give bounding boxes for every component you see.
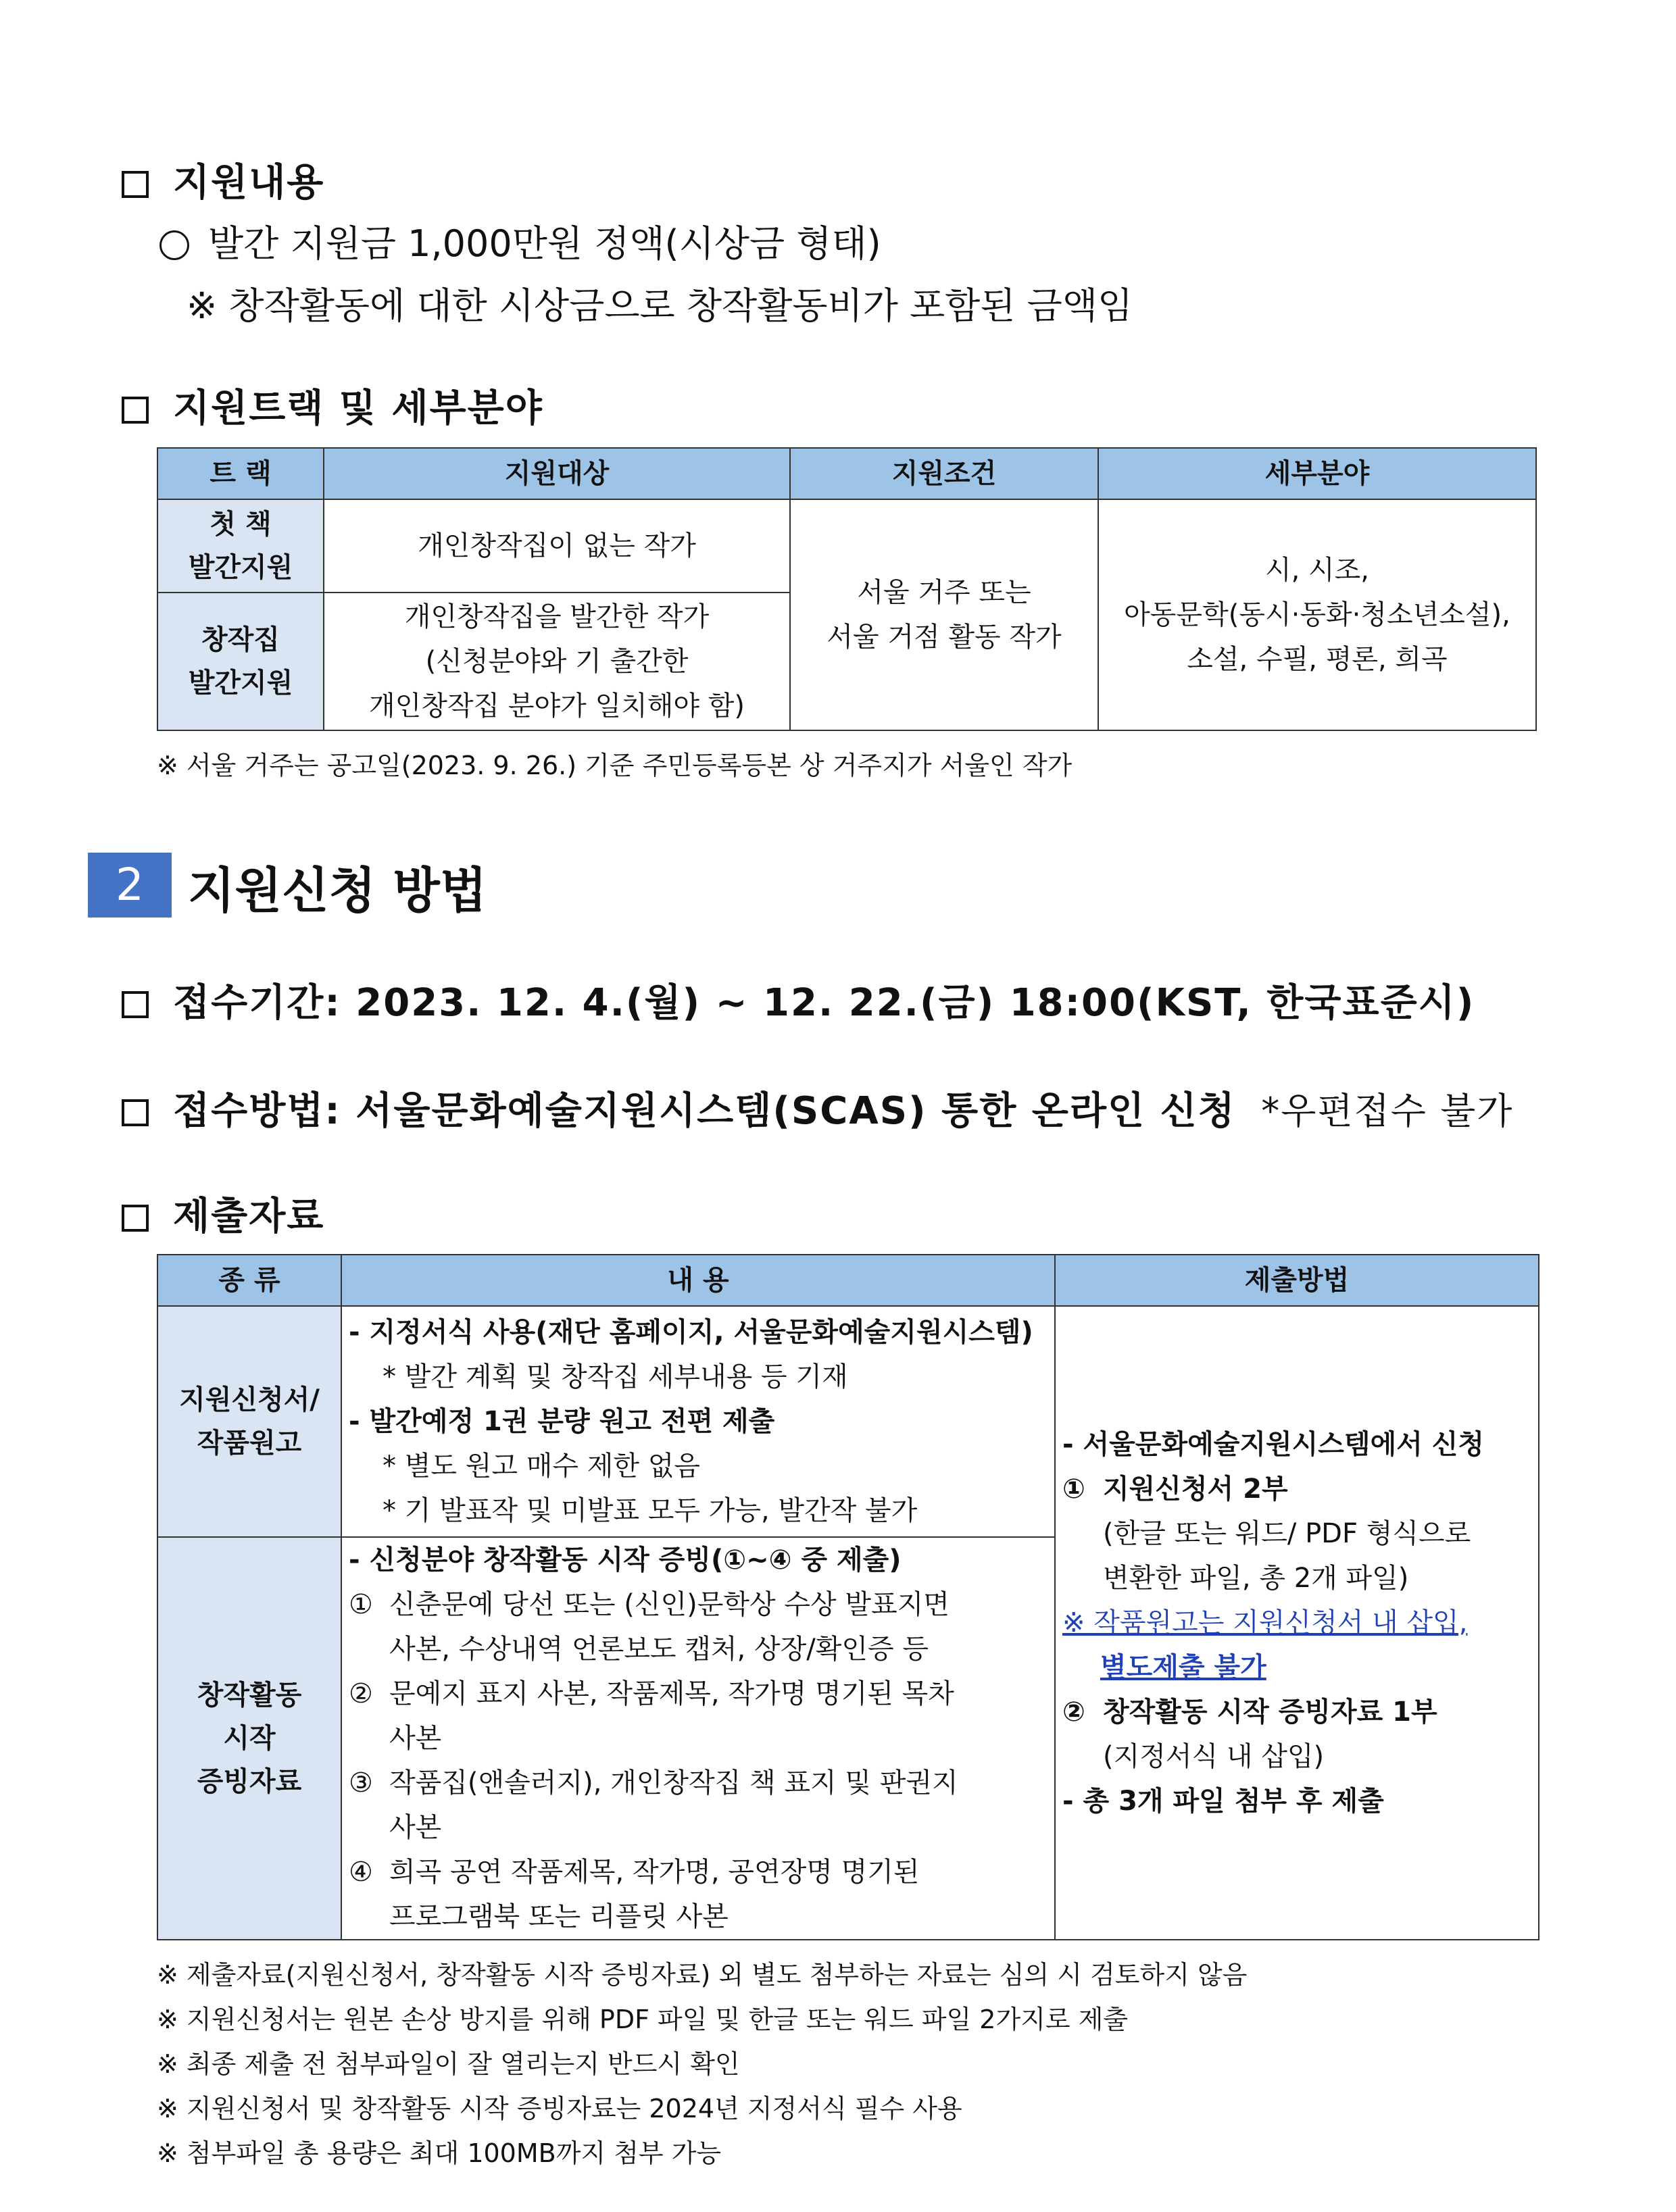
track-col-fields: 세부분야 bbox=[1098, 448, 1536, 499]
section-number-badge: 2 bbox=[88, 853, 172, 918]
track-fields: 시, 시조, 아동문학(동시·동화·청소년소설), 소설, 수필, 평론, 희곡 bbox=[1098, 499, 1536, 730]
docs-notes bbox=[157, 1953, 1247, 2176]
checkbox-square-icon bbox=[122, 1099, 149, 1126]
track-col-target: 지원대상 bbox=[324, 448, 790, 499]
checkbox-square-icon bbox=[122, 991, 149, 1018]
track-col-condition: 지원조건 bbox=[790, 448, 1098, 499]
track-first-book: 첫 책 발간지원 bbox=[157, 499, 324, 593]
docs-heading: 제출자료 bbox=[122, 1186, 324, 1240]
track-table bbox=[157, 447, 1537, 731]
docs-submit-method: - 서울문화예술지원시스템에서 신청 ① 지원신청서 2부 (한글 또는 워드/ PDF 형식으로 변환한 파일, 총 2개 파일) ※ 작품원고는 지원신청서 내 삽입, 별도제출 불가 ② 창작활동 시작 증빙자료 1부 (지정서식 내 삽입) - 총 3개 파일 첨부 후 제출 bbox=[1055, 1306, 1539, 1940]
docs-col-content: 내 용 bbox=[341, 1255, 1055, 1306]
docs-note: ※ 제출자료(지원신청서, 창작활동 시작 증빙자료) 외 별도 첨부하는 자료는 심의 시 검토하지 않음 bbox=[157, 1960, 1248, 1990]
checkbox-square-icon bbox=[122, 397, 149, 424]
notice-link-bold[interactable]: 별도제출 불가 bbox=[1100, 1652, 1266, 1683]
support-heading: 지원내용 bbox=[122, 153, 324, 207]
docs-row-evidence-content: - 신청분야 창작활동 시작 증빙(①~④ 중 제출) ① 신춘문예 당선 또는 (신인)문학상 수상 발표지면 사본, 수상내역 언론보도 캡처, 상장/확인증 등 ② 문예지 표지 사본, 작품제목, 작가명 명기된 목차 사본 ③ 작품집(앤솔러지), 개인창작집 책 표지 및 판권지 사본 ④ 희곡 공연 작품제목, 작가명, 공연장명 명기된 프로그램북 또는 리플릿 사본 bbox=[341, 1537, 1055, 1940]
docs-col-type: 종 류 bbox=[157, 1255, 341, 1306]
docs-row-application-type: 지원신청서/ 작품원고 bbox=[157, 1306, 341, 1537]
docs-note: ※ 지원신청서는 원본 손상 방지를 위해 PDF 파일 및 한글 또는 워드 파일 2가지로 제출 bbox=[157, 2005, 1129, 2034]
method-suffix: *우편접수 불가 bbox=[1261, 1090, 1514, 1132]
track-condition: 서울 거주 또는 서울 거점 활동 작가 bbox=[790, 499, 1098, 730]
checkbox-square-icon bbox=[122, 1205, 149, 1232]
track-note: ※ 서울 거주는 공고일(2023. 9. 26.) 기준 주민등록등본 상 거주지가 서울인 작가 bbox=[157, 751, 1073, 780]
docs-row-evidence-type: 창작활동 시작 증빙자료 bbox=[157, 1537, 341, 1940]
track-collection: 창작집 발간지원 bbox=[157, 593, 324, 730]
docs-note: ※ 지원신청서 및 창작활동 시작 증빙자료는 2024년 지정서식 필수 사용 bbox=[157, 2094, 962, 2123]
notice-link[interactable]: ※ 작품원고는 지원신청서 내 삽입, bbox=[1062, 1607, 1468, 1638]
track-heading: 지원트랙 및 세부분야 bbox=[122, 378, 543, 432]
support-bullet: 발간 지원금 1,000만원 정액(시상금 형태) bbox=[159, 215, 881, 267]
track-col-track: 트 랙 bbox=[157, 448, 324, 499]
method-line: 접수방법: 서울문화예술지원시스템(SCAS) 통한 온라인 신청 *우편접수 불가 bbox=[122, 1081, 1513, 1135]
section-title: 지원신청 방법 bbox=[188, 862, 487, 919]
track-first-target: 개인창작집이 없는 작가 bbox=[324, 499, 790, 593]
support-note: ※ 창작활동에 대한 시상금으로 창작활동비가 포함된 금액임 bbox=[187, 284, 1133, 327]
docs-note: ※ 첨부파일 총 용량은 최대 100MB까지 첨부 가능 bbox=[157, 2138, 722, 2168]
docs-note: ※ 최종 제출 전 첨부파일이 잘 열리는지 반드시 확인 bbox=[157, 2049, 740, 2079]
docs-row-application-content: - 지정서식 사용(재단 홈페이지, 서울문화예술지원시스템) * 발간 계획 및 창작집 세부내용 등 기재 - 발간예정 1권 분량 원고 전편 제출 * 별도 원고 매수 제한 없음 * 기 발표작 및 미발표 모두 가능, 발간작 불가 bbox=[341, 1306, 1055, 1537]
docs-table bbox=[157, 1254, 1539, 1940]
docs-col-method: 제출방법 bbox=[1055, 1255, 1539, 1306]
period-line: 접수기간: 2023. 12. 4.(월) ~ 12. 22.(금) 18:00(KST, 한국표준시) bbox=[122, 973, 1475, 1027]
track-collection-target: 개인창작집을 발간한 작가 (신청분야와 기 출간한 개인창작집 분야가 일치해야 함) bbox=[324, 593, 790, 730]
checkbox-square-icon bbox=[122, 171, 149, 198]
circle-bullet-icon bbox=[159, 230, 189, 260]
